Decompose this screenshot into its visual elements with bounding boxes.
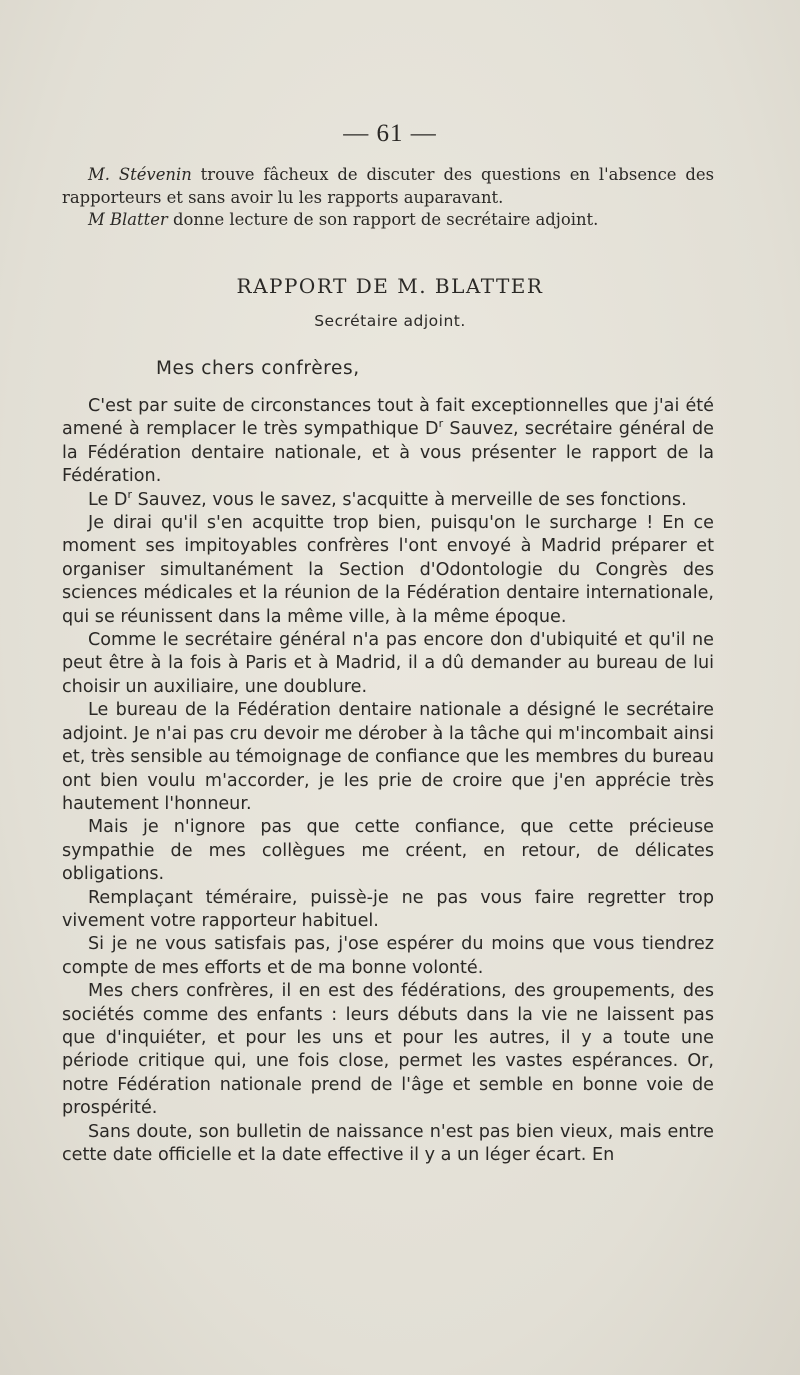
page-number: — 61 — — [343, 120, 437, 147]
speaker-name: M. Stévenin — [88, 165, 192, 184]
intro-text: donne lecture de son rapport de secrétaire adjoint. — [167, 210, 599, 229]
superscript: r — [438, 417, 444, 431]
body-paragraph: Remplaçant téméraire, puissè-je ne pas vous faire regretter trop vivement votre rapporteur habituel. — [62, 887, 714, 931]
body-paragraph: Si je ne vous satisfais pas, j'ose espérer du moins que vous tiendrez compte de mes efforts et de ma bonne volonté. — [62, 934, 714, 978]
salutation: Mes chers confrères, — [156, 358, 360, 379]
report-title: RAPPORT DE M. BLATTER — [236, 274, 544, 298]
superscript: r — [127, 487, 132, 501]
intro-paragraph — [62, 164, 714, 209]
paragraph-text: Le D — [88, 489, 128, 510]
body-paragraph: Mais je n'ignore pas que cette confiance, que cette précieuse sympathie de mes collègues me créent, en retour, de délicates obligations. — [62, 817, 714, 885]
body-paragraph — [62, 489, 714, 512]
body-paragraph — [62, 395, 714, 489]
body-paragraph: Je dirai qu'il s'en acquitte trop bien, puisqu'on le surcharge ! En ce moment ses impitoyables confrères l'ont envoyé à Madrid préparer et organiser simultanément la Section d'Odontologie du Congrès des sciences médicales et la réunion de la Fédération dentaire internationale, qui se réunissent dans la même ville, à la même époque. — [62, 513, 714, 627]
report-body — [62, 395, 714, 1167]
intro-paragraph — [62, 209, 714, 232]
body-paragraph: Comme le secrétaire général n'a pas encore don d'ubiquité et qu'il ne peut être à la fois à Paris et à Madrid, il a dû demander au bureau de lui choisir un auxiliaire, une doublure. — [62, 630, 714, 697]
body-paragraph: Mes chers confrères, il en est des fédérations, des groupements, des sociétés comme des enfants : leurs débuts dans la vie ne laissent pas que d'inquiéter, et pour les uns et pour les autres, il y a toute une période critique qui, une fois close, permet les vastes espérances. Or, notre Fédération nationale prend de l'âge et semble en bonne voie de prospérité. — [62, 981, 714, 1119]
speaker-name: M Blatter — [88, 210, 168, 229]
paragraph-text: Sauvez, vous le savez, s'acquitte à merveille de ses fonctions. — [132, 489, 687, 510]
report-subtitle: Secrétaire adjoint. — [314, 312, 466, 330]
body-paragraph: Sans doute, son bulletin de naissance n'est pas bien vieux, mais entre cette date officielle et la date effective il y a un léger écart. En — [62, 1121, 714, 1165]
intro-section — [62, 164, 714, 232]
paragraph-text: C'est par suite de circonstances tout à fait exceptionnelles que j'ai été amené à remplacer le très sympathique D — [62, 396, 714, 440]
intro-text: trouve fâcheux de discuter des questions en l'absence des rapporteurs et sans avoir lu les rapports auparavant. — [62, 165, 714, 207]
body-paragraph: Le bureau de la Fédération dentaire nationale a désigné le secrétaire adjoint. Je n'ai pas cru devoir me dérober à la tâche qui m'incombait ainsi et, très sensible au témoignage de confiance que les membres du bureau ont bien voulu m'accorder, je les prie de croire que j'en apprécie très hautement l'honneur. — [62, 700, 714, 814]
paragraph-text: Sauvez, secrétaire général de la Fédération dentaire nationale, et à vous présenter le rapport de la Fédération. — [62, 419, 714, 487]
